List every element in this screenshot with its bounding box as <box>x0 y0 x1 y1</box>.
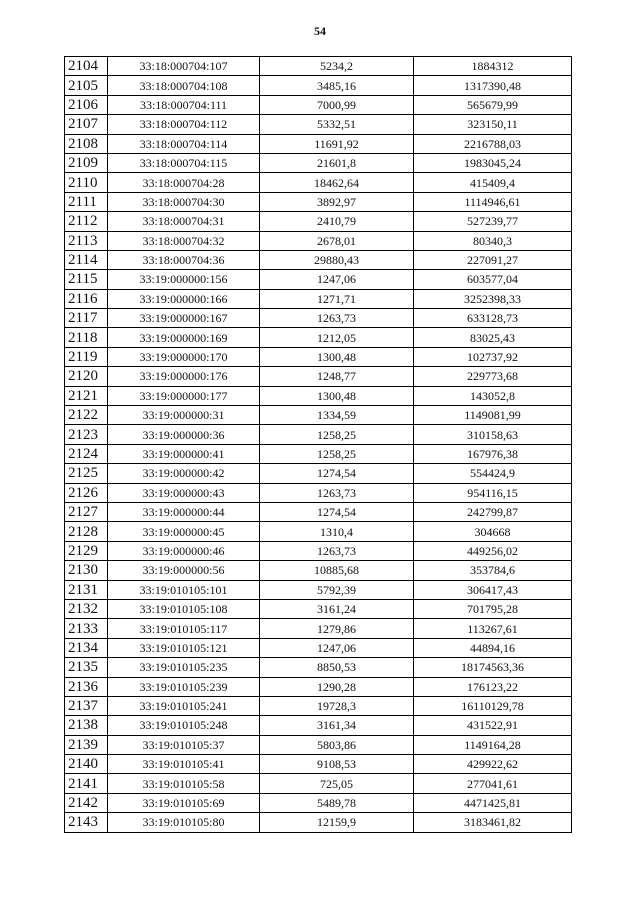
cost-value-cell: 1884312 <box>414 57 572 76</box>
cadastral-number-cell: 33:19:000000:177 <box>108 386 260 405</box>
cost-value-cell: 1114946,61 <box>414 192 572 211</box>
table-row <box>65 464 572 483</box>
row-number-cell: 2123 <box>65 425 108 444</box>
table-row <box>65 212 572 231</box>
row-number-cell: 2118 <box>65 328 108 347</box>
area-value-cell: 10885,68 <box>260 561 414 580</box>
table-row <box>65 328 572 347</box>
row-number-cell: 2137 <box>65 696 108 715</box>
table-row <box>65 599 572 618</box>
cost-value-cell: 415409,4 <box>414 173 572 192</box>
row-number-cell: 2121 <box>65 386 108 405</box>
table-row <box>65 406 572 425</box>
cost-value-cell: 242799,87 <box>414 502 572 521</box>
area-value-cell: 1263,73 <box>260 309 414 328</box>
cadastral-number-cell: 33:19:000000:46 <box>108 541 260 560</box>
cost-value-cell: 431522,91 <box>414 716 572 735</box>
table-row <box>65 658 572 677</box>
area-value-cell: 5803,86 <box>260 735 414 754</box>
area-value-cell: 29880,43 <box>260 250 414 269</box>
table-row <box>65 696 572 715</box>
row-number-cell: 2112 <box>65 212 108 231</box>
cadastral-number-cell: 33:18:000704:112 <box>108 115 260 134</box>
table-row <box>65 483 572 502</box>
area-value-cell: 1247,06 <box>260 638 414 657</box>
row-number-cell: 2116 <box>65 289 108 308</box>
area-value-cell: 1247,06 <box>260 270 414 289</box>
row-number-cell: 2111 <box>65 192 108 211</box>
row-number-cell: 2132 <box>65 599 108 618</box>
area-value-cell: 19728,3 <box>260 696 414 715</box>
area-value-cell: 2410,79 <box>260 212 414 231</box>
cadastral-number-cell: 33:19:000000:31 <box>108 406 260 425</box>
table-row <box>65 502 572 521</box>
row-number-cell: 2113 <box>65 231 108 250</box>
table-row <box>65 716 572 735</box>
area-value-cell: 3161,34 <box>260 716 414 735</box>
cost-value-cell: 310158,63 <box>414 425 572 444</box>
table-row <box>65 115 572 134</box>
cadastral-number-cell: 33:19:000000:41 <box>108 444 260 463</box>
cost-value-cell: 429922,62 <box>414 755 572 774</box>
cost-value-cell: 83025,43 <box>414 328 572 347</box>
cadastral-number-cell: 33:19:000000:166 <box>108 289 260 308</box>
area-value-cell: 21601,8 <box>260 153 414 172</box>
cadastral-number-cell: 33:19:010105:108 <box>108 599 260 618</box>
area-value-cell: 5234,2 <box>260 57 414 76</box>
row-number-cell: 2107 <box>65 115 108 134</box>
cadastral-number-cell: 33:19:000000:42 <box>108 464 260 483</box>
cadastral-number-cell: 33:18:000704:28 <box>108 173 260 192</box>
cadastral-number-cell: 33:18:000704:36 <box>108 250 260 269</box>
cost-value-cell: 102737,92 <box>414 347 572 366</box>
area-value-cell: 5792,39 <box>260 580 414 599</box>
area-value-cell: 1334,59 <box>260 406 414 425</box>
row-number-cell: 2119 <box>65 347 108 366</box>
row-number-cell: 2125 <box>65 464 108 483</box>
cost-value-cell: 113267,61 <box>414 619 572 638</box>
area-value-cell: 1274,54 <box>260 464 414 483</box>
row-number-cell: 2126 <box>65 483 108 502</box>
row-number-cell: 2122 <box>65 406 108 425</box>
cadastral-number-cell: 33:19:010105:37 <box>108 735 260 754</box>
row-number-cell: 2108 <box>65 134 108 153</box>
area-value-cell: 8850,53 <box>260 658 414 677</box>
cadastral-number-cell: 33:19:000000:156 <box>108 270 260 289</box>
cadastral-number-cell: 33:19:000000:170 <box>108 347 260 366</box>
area-value-cell: 5332,51 <box>260 115 414 134</box>
cost-value-cell: 701795,28 <box>414 599 572 618</box>
cadastral-number-cell: 33:19:010105:101 <box>108 580 260 599</box>
row-number-cell: 2110 <box>65 173 108 192</box>
area-value-cell: 1258,25 <box>260 425 414 444</box>
cadastral-number-cell: 33:19:010105:117 <box>108 619 260 638</box>
table-row <box>65 522 572 541</box>
cadastral-number-cell: 33:18:000704:108 <box>108 76 260 95</box>
area-value-cell: 12159,9 <box>260 813 414 832</box>
cost-value-cell: 143052,8 <box>414 386 572 405</box>
table-row <box>65 192 572 211</box>
row-number-cell: 2140 <box>65 755 108 774</box>
table-row <box>65 76 572 95</box>
cadastral-number-cell: 33:19:010105:80 <box>108 813 260 832</box>
table-row <box>65 580 572 599</box>
cadastral-number-cell: 33:19:010105:69 <box>108 793 260 812</box>
cost-value-cell: 1149081,99 <box>414 406 572 425</box>
cost-value-cell: 1317390,48 <box>414 76 572 95</box>
table-row <box>65 57 572 76</box>
table-row <box>65 386 572 405</box>
table-row <box>65 270 572 289</box>
cost-value-cell: 323150,11 <box>414 115 572 134</box>
table-row <box>65 813 572 832</box>
area-value-cell: 1258,25 <box>260 444 414 463</box>
cost-value-cell: 44894,16 <box>414 638 572 657</box>
row-number-cell: 2129 <box>65 541 108 560</box>
table-row <box>65 309 572 328</box>
row-number-cell: 2130 <box>65 561 108 580</box>
cadastral-number-cell: 33:18:000704:31 <box>108 212 260 231</box>
cost-value-cell: 565679,99 <box>414 95 572 114</box>
row-number-cell: 2106 <box>65 95 108 114</box>
cadastral-number-cell: 33:19:010105:58 <box>108 774 260 793</box>
cadastral-number-cell: 33:18:000704:114 <box>108 134 260 153</box>
row-number-cell: 2138 <box>65 716 108 735</box>
table-row <box>65 619 572 638</box>
table-row <box>65 638 572 657</box>
area-value-cell: 1271,71 <box>260 289 414 308</box>
cadastral-number-cell: 33:19:000000:176 <box>108 367 260 386</box>
cadastral-number-cell: 33:19:000000:167 <box>108 309 260 328</box>
table-body <box>65 57 572 833</box>
cadastral-number-cell: 33:19:000000:43 <box>108 483 260 502</box>
row-number-cell: 2109 <box>65 153 108 172</box>
table-row <box>65 541 572 560</box>
row-number-cell: 2115 <box>65 270 108 289</box>
table-row <box>65 735 572 754</box>
cost-value-cell: 176123,22 <box>414 677 572 696</box>
cost-value-cell: 954116,15 <box>414 483 572 502</box>
row-number-cell: 2133 <box>65 619 108 638</box>
table-row <box>65 250 572 269</box>
cost-value-cell: 18174563,36 <box>414 658 572 677</box>
cost-value-cell: 227091,27 <box>414 250 572 269</box>
cost-value-cell: 1149164,28 <box>414 735 572 754</box>
cadastral-number-cell: 33:19:000000:169 <box>108 328 260 347</box>
table-row <box>65 173 572 192</box>
cost-value-cell: 353784,6 <box>414 561 572 580</box>
row-number-cell: 2141 <box>65 774 108 793</box>
row-number-cell: 2120 <box>65 367 108 386</box>
cadastral-number-cell: 33:19:000000:56 <box>108 561 260 580</box>
area-value-cell: 1263,73 <box>260 541 414 560</box>
table-row <box>65 95 572 114</box>
registry-table <box>64 56 572 833</box>
cadastral-number-cell: 33:18:000704:115 <box>108 153 260 172</box>
cost-value-cell: 1983045,24 <box>414 153 572 172</box>
cost-value-cell: 80340,3 <box>414 231 572 250</box>
cost-value-cell: 554424,9 <box>414 464 572 483</box>
cadastral-number-cell: 33:18:000704:30 <box>108 192 260 211</box>
table-row <box>65 425 572 444</box>
cost-value-cell: 16110129,78 <box>414 696 572 715</box>
row-number-cell: 2124 <box>65 444 108 463</box>
area-value-cell: 1300,48 <box>260 347 414 366</box>
cadastral-number-cell: 33:19:000000:44 <box>108 502 260 521</box>
row-number-cell: 2143 <box>65 813 108 832</box>
row-number-cell: 2117 <box>65 309 108 328</box>
cost-value-cell: 449256,02 <box>414 541 572 560</box>
cost-value-cell: 4471425,81 <box>414 793 572 812</box>
cost-value-cell: 167976,38 <box>414 444 572 463</box>
row-number-cell: 2142 <box>65 793 108 812</box>
row-number-cell: 2139 <box>65 735 108 754</box>
table-row <box>65 677 572 696</box>
cost-value-cell: 277041,61 <box>414 774 572 793</box>
table-row <box>65 134 572 153</box>
area-value-cell: 11691,92 <box>260 134 414 153</box>
cost-value-cell: 3183461,82 <box>414 813 572 832</box>
area-value-cell: 725,05 <box>260 774 414 793</box>
row-number-cell: 2128 <box>65 522 108 541</box>
area-value-cell: 1274,54 <box>260 502 414 521</box>
row-number-cell: 2135 <box>65 658 108 677</box>
area-value-cell: 7000,99 <box>260 95 414 114</box>
cost-value-cell: 527239,77 <box>414 212 572 231</box>
cadastral-number-cell: 33:19:010105:121 <box>108 638 260 657</box>
table-row <box>65 793 572 812</box>
table-row <box>65 347 572 366</box>
area-value-cell: 18462,64 <box>260 173 414 192</box>
cadastral-number-cell: 33:18:000704:107 <box>108 57 260 76</box>
area-value-cell: 3892,97 <box>260 192 414 211</box>
row-number-cell: 2114 <box>65 250 108 269</box>
table-row <box>65 231 572 250</box>
cost-value-cell: 603577,04 <box>414 270 572 289</box>
cadastral-number-cell: 33:19:010105:241 <box>108 696 260 715</box>
area-value-cell: 5489,78 <box>260 793 414 812</box>
area-value-cell: 3485,16 <box>260 76 414 95</box>
area-value-cell: 1279,86 <box>260 619 414 638</box>
table-row <box>65 444 572 463</box>
cadastral-number-cell: 33:18:000704:111 <box>108 95 260 114</box>
page-number: 54 <box>314 24 326 38</box>
area-value-cell: 1248,77 <box>260 367 414 386</box>
area-value-cell: 2678,01 <box>260 231 414 250</box>
table-row <box>65 774 572 793</box>
cost-value-cell: 3252398,33 <box>414 289 572 308</box>
table-row <box>65 153 572 172</box>
table-row <box>65 755 572 774</box>
area-value-cell: 3161,24 <box>260 599 414 618</box>
area-value-cell: 1290,28 <box>260 677 414 696</box>
table-row <box>65 561 572 580</box>
cost-value-cell: 304668 <box>414 522 572 541</box>
cadastral-number-cell: 33:19:010105:239 <box>108 677 260 696</box>
table-row <box>65 289 572 308</box>
cadastral-number-cell: 33:19:010105:235 <box>108 658 260 677</box>
row-number-cell: 2105 <box>65 76 108 95</box>
area-value-cell: 1310,4 <box>260 522 414 541</box>
cadastral-number-cell: 33:19:000000:36 <box>108 425 260 444</box>
row-number-cell: 2104 <box>65 57 108 76</box>
area-value-cell: 9108,53 <box>260 755 414 774</box>
cost-value-cell: 2216788,03 <box>414 134 572 153</box>
cadastral-number-cell: 33:19:000000:45 <box>108 522 260 541</box>
cadastral-number-cell: 33:19:010105:41 <box>108 755 260 774</box>
cost-value-cell: 306417,43 <box>414 580 572 599</box>
table-row <box>65 367 572 386</box>
area-value-cell: 1212,05 <box>260 328 414 347</box>
row-number-cell: 2131 <box>65 580 108 599</box>
area-value-cell: 1300,48 <box>260 386 414 405</box>
cadastral-number-cell: 33:19:010105:248 <box>108 716 260 735</box>
row-number-cell: 2127 <box>65 502 108 521</box>
cost-value-cell: 633128,73 <box>414 309 572 328</box>
row-number-cell: 2136 <box>65 677 108 696</box>
cost-value-cell: 229773,68 <box>414 367 572 386</box>
row-number-cell: 2134 <box>65 638 108 657</box>
cadastral-number-cell: 33:18:000704:32 <box>108 231 260 250</box>
area-value-cell: 1263,73 <box>260 483 414 502</box>
